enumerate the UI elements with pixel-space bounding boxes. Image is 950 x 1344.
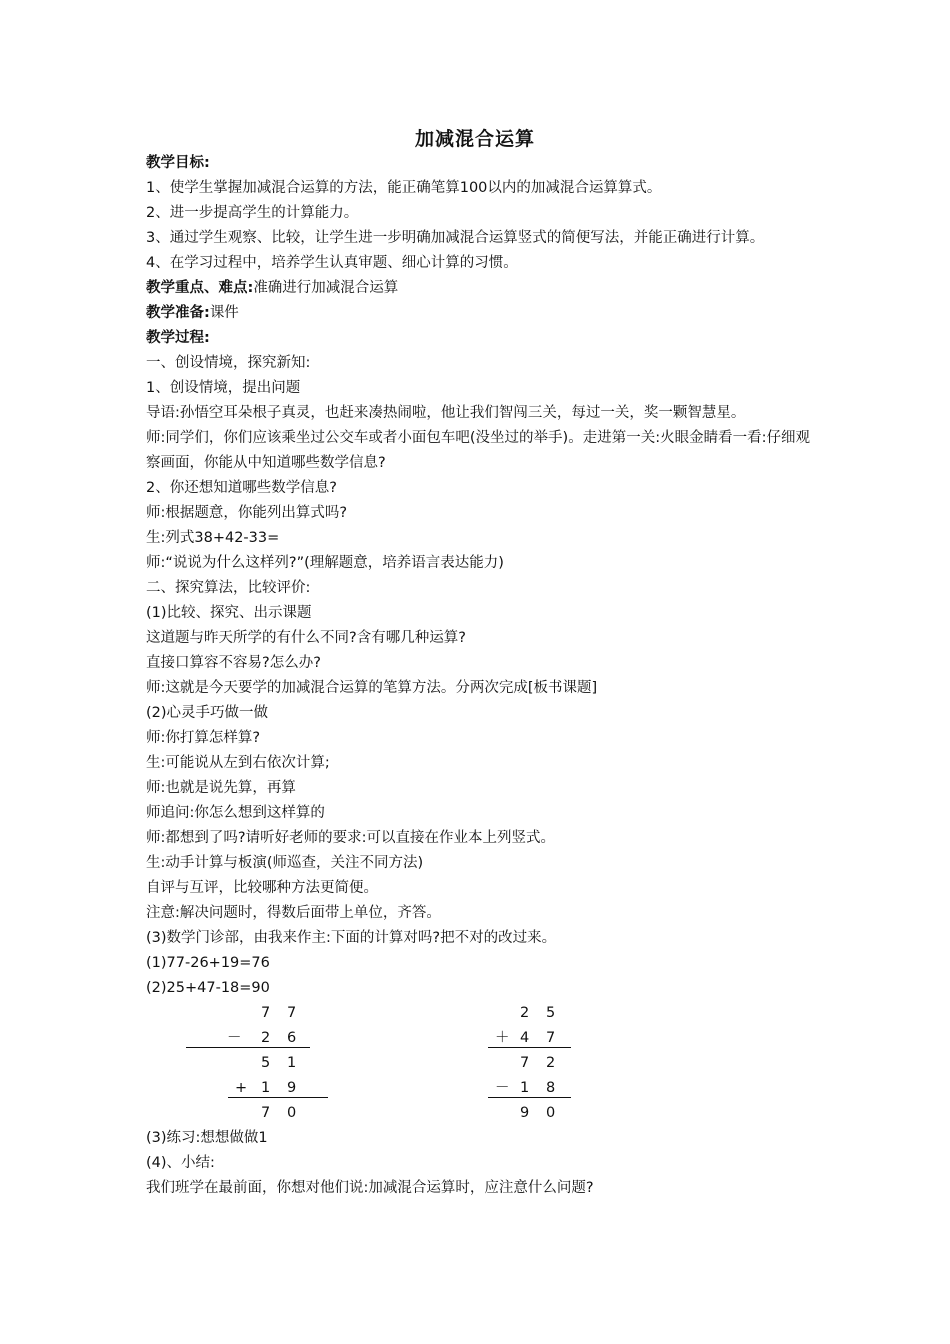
process-line: 导语:孙悟空耳朵根子真灵，也赶来凑热闹啦，他让我们智闯三关，每过一关，奖一颗智慧星。 — [146, 405, 746, 421]
process-line: (4)、小结: — [146, 1155, 215, 1171]
objective-2: 2、进一步提高学生的计算能力。 — [146, 205, 359, 221]
objective-3: 3、通过学生观察、比较，让学生进一步明确加减混合运算竖式的简便写法，并能正确进行计算。 — [146, 230, 765, 246]
digit: 1 — [520, 1080, 530, 1096]
objectives-heading: 教学目标: — [146, 155, 210, 171]
process-heading: 教学过程: — [146, 330, 210, 346]
process-line: (3)数学门诊部，由我来作主:下面的计算对吗?把不对的改过来。 — [146, 930, 557, 946]
process-line: (2)心灵手巧做一做 — [146, 705, 269, 721]
digit: 1 — [261, 1080, 271, 1096]
digit: 1 — [287, 1055, 297, 1071]
process-line: 生:动手计算与板演(师巡查，关注不同方法) — [146, 855, 424, 871]
digit: 7 — [546, 1030, 556, 1046]
process-line: 生:可能说从左到右依次计算; — [146, 755, 330, 771]
process-line: 生:列式38+42-33= — [146, 530, 280, 546]
digit: 4 — [520, 1030, 530, 1046]
process-line: 师:都想到了吗?请听好老师的要求:可以直接在作业本上列竖式。 — [146, 830, 555, 846]
digit: 5 — [261, 1055, 271, 1071]
process-line: 师:这就是今天要学的加减混合运算的笔算方法。分两次完成[板书课题] — [146, 680, 598, 696]
document-title: 加减混合运算 — [414, 128, 535, 150]
process-line: 1、创设情境，提出问题 — [146, 380, 301, 396]
objective-4: 4、在学习过程中，培养学生认真审题、细心计算的习惯。 — [146, 255, 518, 271]
minus-sign: － — [227, 1030, 242, 1046]
digit: 2 — [261, 1030, 271, 1046]
process-line: 师:你打算怎样算? — [146, 730, 261, 746]
left-vertical-calc — [184, 1001, 344, 1126]
process-line: 师:也就是说先算，再算 — [146, 780, 296, 796]
plus-sign: ＋ — [495, 1030, 510, 1046]
preparation-label: 教学准备: — [146, 305, 210, 321]
digit: 6 — [287, 1030, 297, 1046]
digit: 7 — [520, 1055, 530, 1071]
underline — [228, 1097, 328, 1098]
key-points — [146, 276, 811, 301]
process-line: (1)77-26+19=76 — [146, 955, 270, 971]
process-line: 2、你还想知道哪些数学信息? — [146, 480, 337, 496]
process-line: 二、探究算法，比较评价: — [146, 580, 311, 596]
process-line: 师:根据题意，你能列出算式吗? — [146, 505, 348, 521]
process-line: 师:同学们，你们应该乘坐过公交车或者小面包车吧(没坐过的举手)。走进第一关:火眼金睛看一看:仔细观察画面，你能从中知道哪些数学信息? — [146, 430, 810, 471]
process-line: 自评与互评，比较哪种方法更简便。 — [146, 880, 378, 896]
digit: 0 — [287, 1105, 297, 1121]
key-points-text: 准确进行加减混合运算 — [253, 280, 399, 296]
process-line: (3)练习:想想做做1 — [146, 1130, 268, 1146]
process-line: 一、创设情境，探究新知: — [146, 355, 311, 371]
key-points-label: 教学重点、难点: — [146, 280, 254, 296]
process-line: 注意:解决问题时，得数后面带上单位，齐答。 — [146, 905, 441, 921]
digit: 9 — [287, 1080, 297, 1096]
digit: 2 — [546, 1055, 556, 1071]
plus-sign: + — [235, 1080, 248, 1096]
digit: 7 — [287, 1005, 297, 1021]
digit: 0 — [546, 1105, 556, 1121]
underline — [488, 1097, 571, 1098]
digit: 7 — [261, 1105, 271, 1121]
process-line: (2)25+47-18=90 — [146, 980, 270, 996]
process-line: 这道题与昨天所学的有什么不同?含有哪几种运算? — [146, 630, 466, 646]
digit: 8 — [546, 1080, 556, 1096]
preparation-text: 课件 — [209, 305, 239, 321]
underline — [488, 1047, 571, 1048]
right-vertical-calc — [486, 1001, 646, 1126]
process-line: 师:“说说为什么这样列?”(理解题意，培养语言表达能力) — [146, 555, 504, 571]
document-body — [146, 151, 811, 1201]
digit: 9 — [520, 1105, 530, 1121]
digit: 7 — [261, 1005, 271, 1021]
digit: 5 — [546, 1005, 556, 1021]
digit: 2 — [520, 1005, 530, 1021]
preparation — [146, 301, 811, 326]
process-line: 师追问:你怎么想到这样算的 — [146, 805, 325, 821]
process-line: 我们班学在最前面，你想对他们说:加减混合运算时，应注意什么问题? — [146, 1180, 594, 1196]
process-line: 直接口算容不容易?怎么办? — [146, 655, 321, 671]
minus-sign: － — [495, 1080, 510, 1096]
vertical-calculations — [146, 1001, 811, 1126]
process-line: (1)比较、探究、出示课题 — [146, 605, 312, 621]
objective-1: 1、使学生掌握加减混合运算的方法，能正确笔算100以内的加减混合运算算式。 — [146, 180, 662, 196]
underline — [186, 1047, 310, 1048]
